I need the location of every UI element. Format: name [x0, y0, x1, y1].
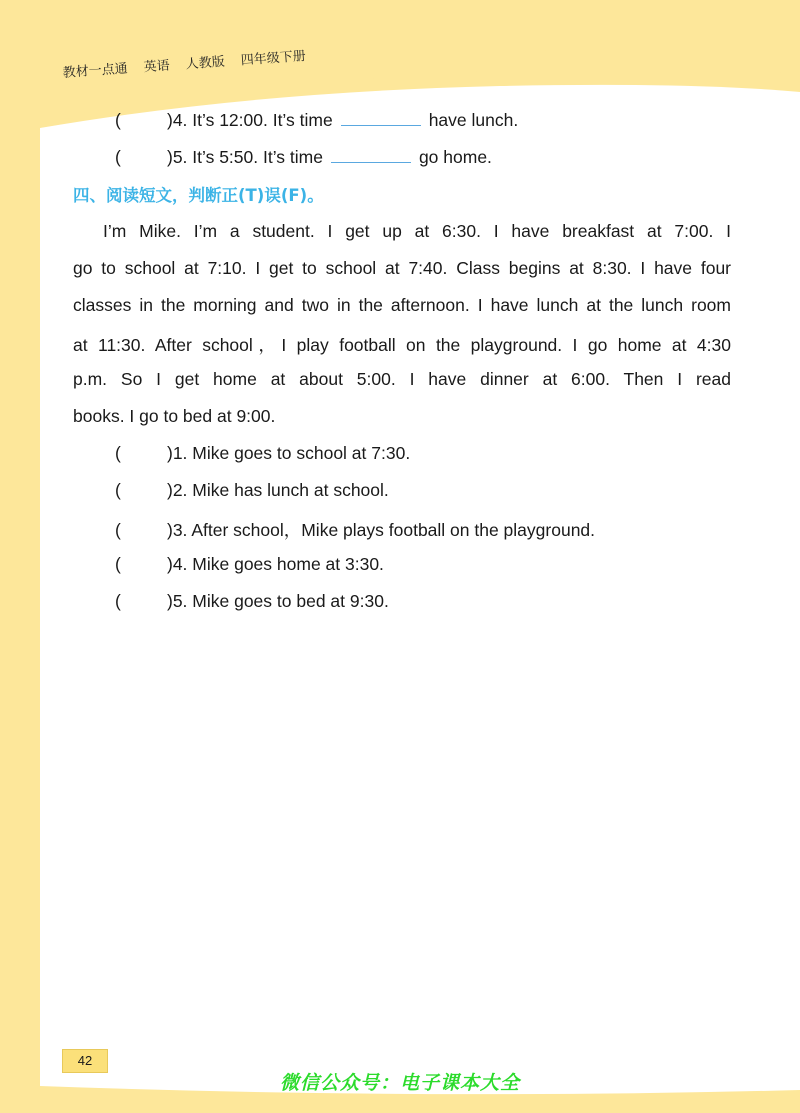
tf-item — [115, 591, 389, 612]
fill-item-after: have lunch. — [428, 110, 519, 130]
passage-line: I’m Mike. I’m a student. I get up at 6:30. I have breakfast at 7:00. I — [103, 221, 731, 241]
tf-item — [115, 554, 384, 575]
tf-item-text: 2. Mike has lunch at school. — [172, 480, 389, 500]
passage-line: at 11:30. After school，I play football on the playground. I go home at 4:30 — [73, 335, 731, 355]
tf-item-text: 1. Mike goes to school at 7:30. — [172, 443, 411, 463]
passage-line: p.m. So I get home at about 5:00. I have dinner at 6:00. Then I read — [73, 369, 731, 389]
answer-paren-close: ) — [167, 520, 173, 540]
tf-item-text: 4. Mike goes home at 3:30. — [172, 554, 384, 574]
answer-paren-open[interactable]: ( — [115, 591, 121, 611]
answer-paren-close: ) — [167, 591, 173, 611]
tf-item — [115, 443, 410, 464]
answer-paren-open: ( — [115, 147, 121, 167]
answer-blank[interactable] — [341, 111, 421, 126]
answer-paren-close: ) — [167, 554, 173, 574]
book-subject: 英语 — [143, 58, 171, 76]
answer-paren-close: ) — [167, 110, 173, 130]
answer-paren-close: ) — [167, 443, 173, 463]
fill-item-text: 5. It’s 5:50. It’s time — [172, 147, 323, 167]
answer-paren-open[interactable]: ( — [115, 554, 121, 574]
book-edition: 人教版 — [185, 54, 226, 73]
tf-item-text: 3. After school，Mike plays football on the playground. — [172, 520, 596, 540]
answer-paren-open[interactable]: ( — [115, 443, 121, 463]
book-title: 教材一点通 — [62, 61, 129, 81]
section-title: 四、阅读短文，判断正(T)误(F)。 — [73, 186, 324, 205]
passage-line: classes in the morning and two in the afternoon. I have lunch at the lunch room — [73, 295, 731, 315]
answer-paren-open[interactable]: ( — [115, 520, 121, 540]
watermark: 微信公众号：电子课本大全 — [279, 1072, 520, 1094]
answer-blank[interactable] — [331, 148, 411, 163]
passage-line: go to school at 7:10. I get to school at 7:40. Class begins at 8:30. I have four — [73, 258, 731, 278]
fill-item-after: go home. — [418, 147, 492, 167]
answer-paren-open: ( — [115, 110, 121, 130]
tf-item — [115, 517, 595, 542]
answer-paren-open[interactable]: ( — [115, 480, 121, 500]
page-number: 42 — [62, 1049, 108, 1073]
tf-item — [115, 480, 389, 501]
passage-line: books. I go to bed at 9:00. — [73, 406, 276, 426]
book-grade: 四年级下册 — [240, 49, 307, 69]
answer-paren-close: ) — [167, 147, 173, 167]
fill-item — [115, 110, 518, 131]
tf-item-text: 5. Mike goes to bed at 9:30. — [172, 591, 389, 611]
fill-item-text: 4. It’s 12:00. It’s time — [172, 110, 333, 130]
answer-paren-close: ) — [167, 480, 173, 500]
fill-item — [115, 147, 492, 168]
